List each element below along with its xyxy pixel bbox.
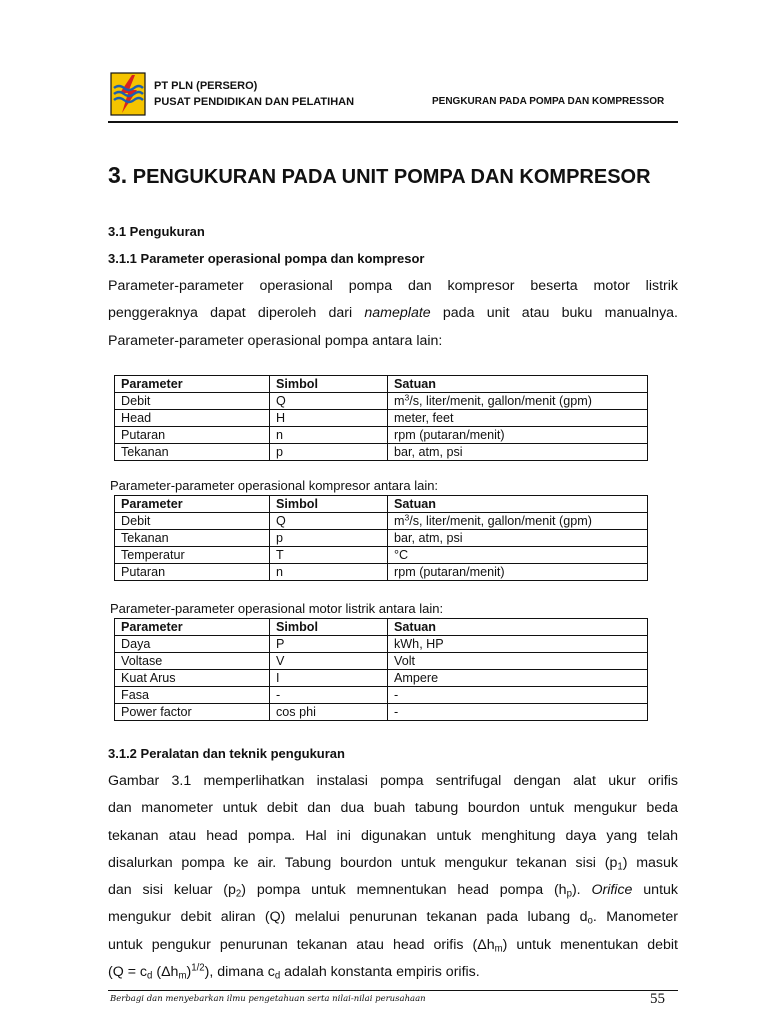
table-cell: Putaran bbox=[115, 564, 270, 581]
compressor-parameter-table bbox=[114, 495, 648, 581]
section-heading-3-1-1: 3.1.1 Parameter operasional pompa dan kompresor bbox=[108, 251, 425, 266]
motor-parameter-table bbox=[114, 618, 648, 721]
table-cell: rpm (putaran/menit) bbox=[388, 564, 648, 581]
table-header-row bbox=[115, 376, 648, 393]
table-row bbox=[115, 530, 648, 547]
paragraph-line: Gambar 3.1 memperlihatkan instalasi pompa sentrifugal dengan alat ukur orifis bbox=[108, 773, 678, 789]
pln-logo bbox=[110, 72, 146, 116]
table-row bbox=[115, 444, 648, 461]
header-rule bbox=[108, 121, 678, 123]
paragraph-line: Parameter-parameter operasional pompa antara lain: bbox=[108, 332, 443, 349]
table-cell: Temperatur bbox=[115, 547, 270, 564]
column-header: Satuan bbox=[388, 496, 648, 513]
column-header: Simbol bbox=[270, 496, 388, 513]
section-heading-3-1: 3.1 Pengukuran bbox=[108, 224, 205, 239]
table-row bbox=[115, 513, 648, 530]
column-header: Satuan bbox=[388, 376, 648, 393]
column-header: Parameter bbox=[115, 496, 270, 513]
table-cell: Fasa bbox=[115, 687, 270, 704]
table-cell: I bbox=[270, 670, 388, 687]
table-cell: Kuat Arus bbox=[115, 670, 270, 687]
table-cell: Power factor bbox=[115, 704, 270, 721]
footer-rule bbox=[108, 990, 678, 991]
table-cell: T bbox=[270, 547, 388, 564]
paragraph-line: ($Q = c_d$ $(\Delta h_m)^{1/2}$), dimana $c_d$ adalah konstanta empiris orifis. bbox=[108, 962, 480, 982]
table-cell: n bbox=[270, 427, 388, 444]
table-header-row bbox=[115, 496, 648, 513]
paragraph-line: dan manometer untuk debit dan dua buah tabung bourdon untuk mengukur beda bbox=[108, 800, 678, 817]
paragraph-parameters bbox=[108, 273, 678, 355]
table-row bbox=[115, 427, 648, 444]
org-name-line1: PT PLN (PERSERO) bbox=[154, 80, 258, 92]
paragraph-line: untuk pengukur penurunan tekanan atau head orifis $(\Delta h_m)$ untuk menentukan debit bbox=[108, 936, 678, 955]
page-number: 55 bbox=[650, 991, 665, 1007]
motor-table-caption: Parameter-parameter operasional motor listrik antara lain: bbox=[110, 601, 444, 616]
table-cell: Ampere bbox=[388, 670, 648, 687]
table-row bbox=[115, 547, 648, 564]
table-cell: Tekanan bbox=[115, 530, 270, 547]
table-row bbox=[115, 670, 648, 687]
table-cell: Voltase bbox=[115, 653, 270, 670]
table-cell: Head bbox=[115, 410, 270, 427]
paragraph-line: Parameter-parameter operasional pompa dan kompresor beserta motor listrik bbox=[108, 278, 678, 294]
footer-tagline: Berbagi dan menyebarkan ilmu pengetahuan serta nilai-nilai perusahaan bbox=[110, 994, 426, 1004]
table-cell: - bbox=[388, 687, 648, 704]
table-cell: $m^3/s$, liter/menit, gallon/menit (gpm) bbox=[388, 513, 648, 530]
paragraph-line: tekanan atau head pompa. Hal ini digunakan untuk menghitung daya yang telah bbox=[108, 827, 678, 844]
table-cell: p bbox=[270, 444, 388, 461]
table-cell: H bbox=[270, 410, 388, 427]
pump-parameter-table bbox=[114, 375, 648, 461]
table-cell: p bbox=[270, 530, 388, 547]
table-cell: Q bbox=[270, 513, 388, 530]
column-header: Parameter bbox=[115, 376, 270, 393]
chapter-title-text: PENGUKURAN PADA UNIT POMPA DAN KOMPRESOR bbox=[132, 166, 651, 188]
org-name-line2: PUSAT PENDIDIKAN DAN PELATIHAN bbox=[154, 96, 355, 108]
table-row bbox=[115, 687, 648, 704]
table-cell: Putaran bbox=[115, 427, 270, 444]
table-cell: Daya bbox=[115, 636, 270, 653]
column-header: Simbol bbox=[270, 619, 388, 636]
table-row bbox=[115, 564, 648, 581]
column-header: Simbol bbox=[270, 376, 388, 393]
table-header-row bbox=[115, 619, 648, 636]
table-cell: - bbox=[388, 704, 648, 721]
table-row bbox=[115, 410, 648, 427]
table-cell: cos phi bbox=[270, 704, 388, 721]
table-row bbox=[115, 704, 648, 721]
paragraph-line: penggeraknya dapat diperoleh dari nameplate pada unit atau buku manualnya. bbox=[108, 305, 679, 322]
compressor-table-caption: Parameter-parameter operasional kompresor antara lain: bbox=[110, 478, 439, 493]
table-cell: Q bbox=[270, 393, 388, 410]
table-cell: rpm (putaran/menit) bbox=[388, 427, 648, 444]
orifice-term: Orifice bbox=[591, 882, 633, 899]
table-row bbox=[115, 393, 648, 410]
table-row bbox=[115, 653, 648, 670]
table-cell: Volt bbox=[388, 653, 648, 670]
paragraph-line: dan sisi keluar $(p_2)$ pompa untuk memnentukan head pompa $(h_p)$. Orifice untuk bbox=[108, 882, 678, 900]
table-cell: $m^3/s$, liter/menit, gallon/menit (gpm) bbox=[388, 393, 648, 410]
paragraph-line: mengukur debit aliran (Q) melalui penurunan tekanan pada lubang $d_o$. Manometer bbox=[108, 909, 678, 927]
column-header: Satuan bbox=[388, 619, 648, 636]
column-header: Parameter bbox=[115, 619, 270, 636]
nameplate-term: nameplate bbox=[364, 305, 431, 322]
paragraph-line: disalurkan pompa ke air. Tabung bourdon untuk mengukur tekanan sisi $(p_1)$ masuk bbox=[108, 854, 678, 873]
table-row bbox=[115, 636, 648, 653]
chapter-number: 3. bbox=[108, 162, 128, 188]
running-header-title: PENGKURAN PADA POMPA DAN KOMPRESSOR bbox=[432, 96, 665, 107]
table-cell: Debit bbox=[115, 513, 270, 530]
table-cell: bar, atm, psi bbox=[388, 444, 648, 461]
chapter-title bbox=[108, 162, 651, 189]
table-cell: P bbox=[270, 636, 388, 653]
table-cell: n bbox=[270, 564, 388, 581]
paragraph-measurement-technique bbox=[108, 768, 678, 986]
table-cell: °C bbox=[388, 547, 648, 564]
section-heading-3-1-2: 3.1.2 Peralatan dan teknik pengukuran bbox=[108, 746, 345, 761]
table-cell: Tekanan bbox=[115, 444, 270, 461]
table-cell: V bbox=[270, 653, 388, 670]
table-cell: meter, feet bbox=[388, 410, 648, 427]
table-cell: Debit bbox=[115, 393, 270, 410]
table-cell: bar, atm, psi bbox=[388, 530, 648, 547]
table-cell: - bbox=[270, 687, 388, 704]
table-cell: kWh, HP bbox=[388, 636, 648, 653]
